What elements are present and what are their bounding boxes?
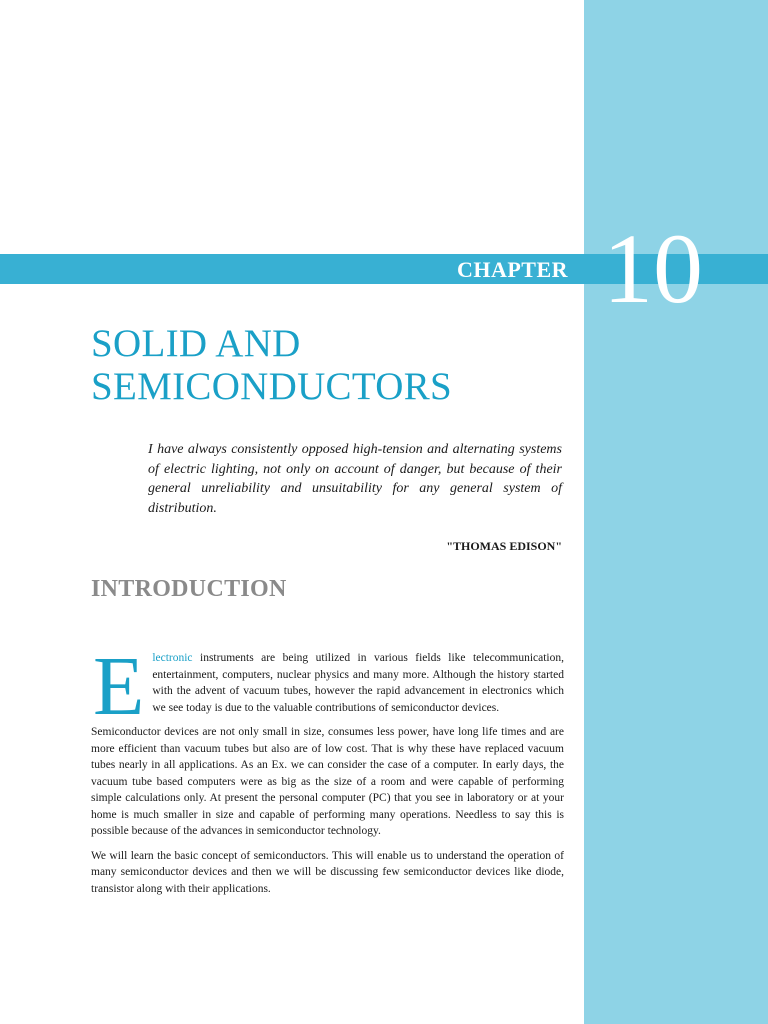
side-color-band — [584, 0, 768, 1024]
intro-paragraph-2: Semiconductor devices are not only small in size, consumes less power, have long life times and are more efficient than vacuum tubes but also are of low cost. That is why these have replaced vacuum tubes nearly in all applications. As an Ex. we can consider the case of a computer. In early days, the vacuum tube based computers were as big as the size of a room and were capable of performing simple calculations only. At present the personal computer (PC) that you see in laboratory or at your home is much smaller in size and capable of performing many operations. Needless to say this is possible because of the advances in semiconductor technology. — [91, 726, 564, 837]
chapter-title-line-2: SEMICONDUCTORS — [91, 365, 453, 408]
intro-paragraph-3: We will learn the basic concept of semiconductors. This will enable us to understand the operation of many semiconductor devices and then we will be discussing few semiconductor devices like diode, transistor along with their applications. — [91, 849, 564, 895]
chapter-number: 10 — [603, 213, 703, 324]
drop-cap: E — [93, 640, 145, 733]
chapter-label: CHAPTER — [456, 257, 568, 282]
chapter-title — [91, 322, 571, 408]
epigraph-quote: I have always consistently opposed high-tension and alternating systems of electric lighting, not only on account of danger, but because of their general unreliability and unsuitability for any general system of distribution. — [148, 442, 562, 516]
chapter-title-line-1: SOLID AND — [91, 322, 301, 365]
epigraph-author: "THOMAS EDISON" — [446, 539, 562, 553]
intro-paragraph-1-text: instruments are being utilized in various fields like telecommunication, entertainment, computers, nuclear physics and many more. Although the history started with the advent of vacuum tubes, however the rapid advancement in electronics which we see today is due to the valuable contributions of semiconductor devices. — [152, 652, 564, 714]
section-heading: INTRODUCTION — [91, 576, 287, 602]
intro-paragraph-1 — [91, 640, 564, 733]
lead-word: lectronic — [152, 652, 193, 664]
intro-body — [91, 640, 564, 905]
